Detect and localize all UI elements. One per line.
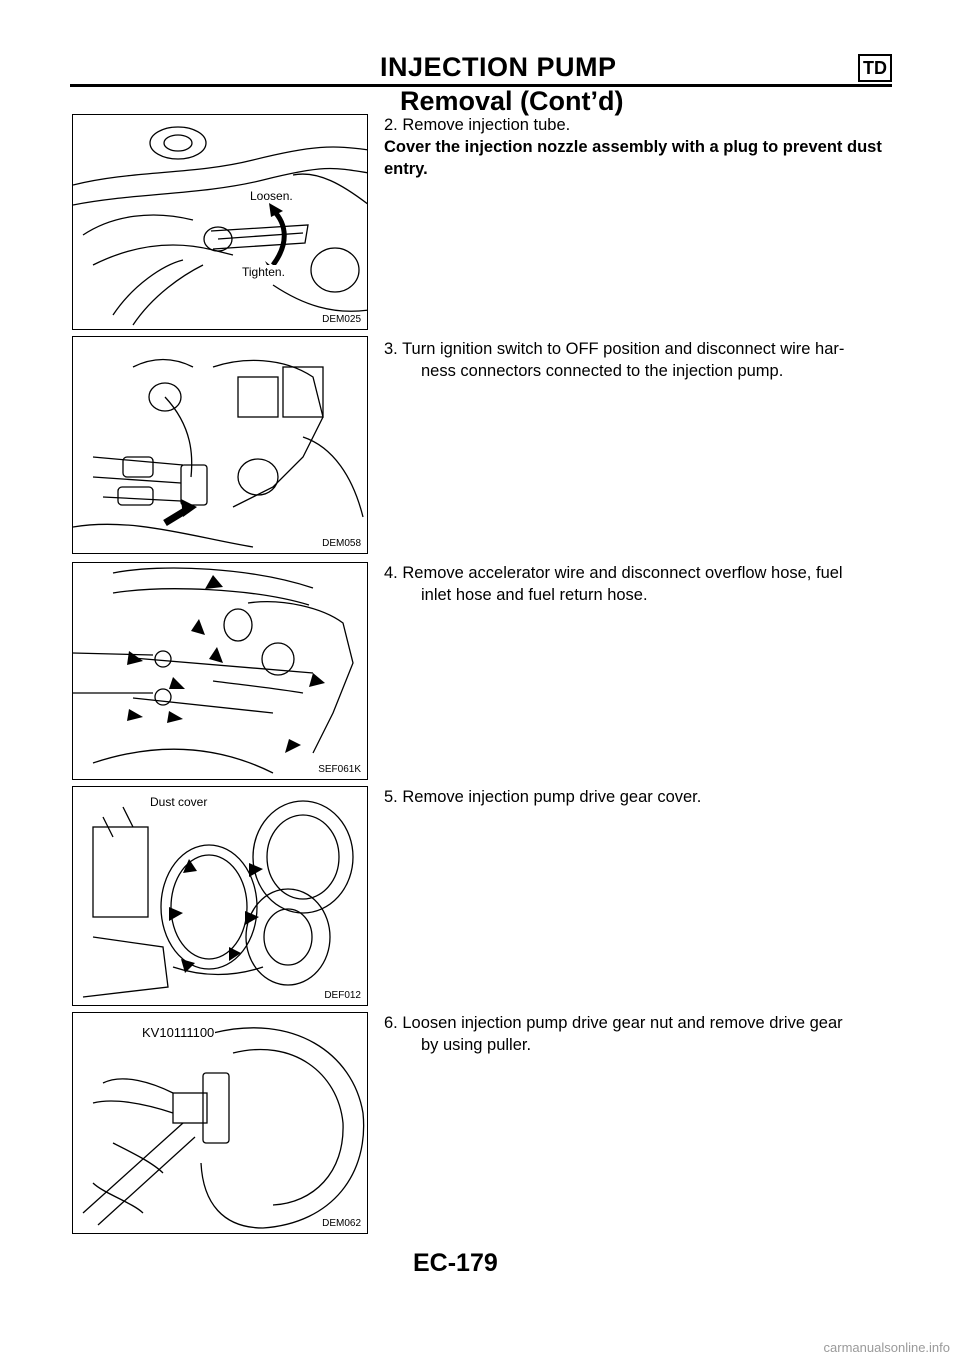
watermark: carmanualsonline.info [823, 1340, 950, 1355]
step-number: 6. [384, 1014, 398, 1032]
figure-harness-connectors [72, 336, 368, 554]
step-text-continued: inlet hose and fuel return hose. [421, 586, 648, 604]
figure-loosen-tighten [72, 114, 368, 330]
step-text: Remove accelerator wire and disconnect overflow hose, fuel [402, 564, 843, 582]
step-5 [384, 786, 894, 808]
figure-puller [72, 1012, 368, 1234]
illustration-fuel-hoses [73, 563, 368, 780]
label-tighten: Tighten. [242, 265, 285, 279]
step-2 [384, 114, 894, 180]
label-tool-number: KV10111100 [142, 1025, 215, 1040]
step-6 [384, 1012, 894, 1056]
step-text-continued: ness connectors connected to the injection pump. [421, 362, 784, 380]
step-3 [384, 338, 894, 382]
illustration-injection-tube [73, 115, 368, 330]
illustration-gear-puller [73, 1013, 368, 1234]
figure-code: DEM058 [322, 538, 361, 549]
step-text: Remove injection tube. [402, 116, 571, 134]
step-number: 5. [384, 788, 398, 806]
step-number: 2. [384, 116, 398, 134]
figure-code: SEF061K [318, 764, 361, 775]
step-text: Remove injection pump drive gear cover. [402, 788, 702, 806]
figure-hoses [72, 562, 368, 780]
illustration-drive-gear-cover [73, 787, 368, 1006]
illustration-wire-harness [73, 337, 368, 554]
step-number: 4. [384, 564, 398, 582]
label-dust-cover: Dust cover [150, 795, 208, 809]
label-loosen: Loosen. [250, 189, 293, 203]
step-warning: Cover the injection nozzle assembly with a plug to prevent dust entry. [384, 138, 882, 178]
section-subtitle: Removal (Cont’d) [400, 86, 624, 116]
step-4 [384, 562, 894, 606]
figure-code: DEF012 [324, 990, 361, 1001]
step-number: 3. [384, 340, 398, 358]
step-text-continued: by using puller. [421, 1036, 532, 1054]
step-text: Turn ignition switch to OFF position and disconnect wire har- [402, 340, 845, 358]
page-number: EC-179 [413, 1249, 498, 1277]
figure-code: DEM062 [322, 1218, 361, 1229]
engine-badge: TD [858, 54, 892, 82]
section-title: INJECTION PUMP [380, 52, 617, 82]
figure-dust-cover [72, 786, 368, 1006]
figure-code: DEM025 [322, 314, 361, 325]
step-text: Loosen injection pump drive gear nut and remove drive gear [402, 1014, 843, 1032]
